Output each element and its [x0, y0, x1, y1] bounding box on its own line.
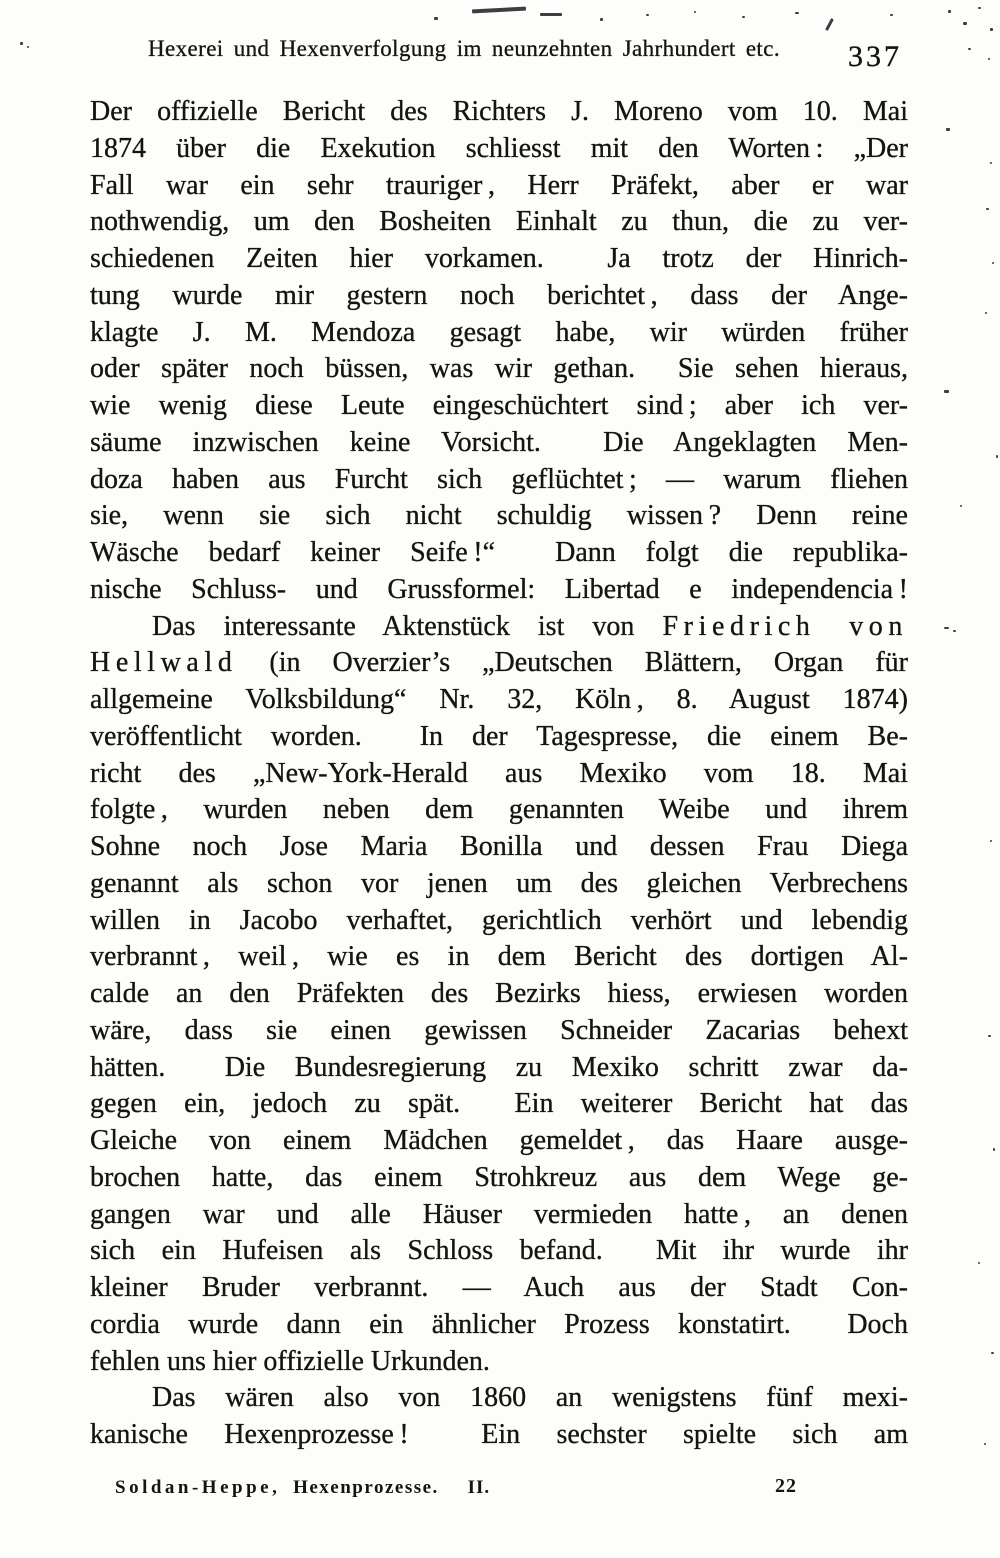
text-line [90, 425, 908, 462]
text-run: Das wären also von 1860 an wenigstens fünf mexi- [152, 1382, 908, 1414]
text-line [90, 498, 908, 535]
text-run: oder später noch büssen, was wir gethan. Sie sehen hieraus, [90, 353, 908, 385]
text-run: genannt als schon vor jenen um des gleichen Verbrechens [90, 867, 908, 899]
text-line [90, 1050, 908, 1087]
text-run: cordia wurde dann ein ähnlicher Prozess konstatirt. Doch [90, 1308, 908, 1340]
scan-noise [978, 1262, 980, 1264]
text-run: Der offizielle Bericht des Richters J. Moreno vom 10. Mai [90, 96, 908, 127]
running-header-title: Hexerei und Hexenverfolgung im neunzehnten Jahrhundert etc. [148, 36, 780, 61]
text-run: säume inzwischen keine Vorsicht. Die Angeklagten Men- [90, 426, 908, 458]
text-run: wie wenig diese Leute eingeschüchtert sind ; aber ich ver- [90, 390, 908, 421]
text-line [90, 168, 908, 205]
scan-noise [996, 455, 998, 458]
scan-noise [472, 7, 526, 14]
scan-noise [944, 390, 949, 393]
text-run: Gleiche von einem Mädchen gemeldet , das Haare ausge- [90, 1125, 908, 1156]
scan-noise [694, 11, 696, 13]
scan-noise [985, 312, 987, 314]
text-line [90, 829, 908, 866]
text-run: hätten. Die Bundesregierung zu Mexiko schritt zwar da- [90, 1051, 908, 1083]
text-run: veröffentlicht worden. In der Tagespresse, die einem Be- [90, 720, 908, 752]
text-run: (in Overzier’s „Deutschen Blättern, Organ für [237, 647, 908, 679]
text-line [90, 315, 908, 352]
text-line [90, 976, 908, 1013]
scan-noise [988, 1035, 991, 1037]
text-run: wäre, dass sie einen gewissen Schneider Zacarias behext [90, 1014, 908, 1046]
scan-noise [742, 16, 745, 18]
text-line [90, 1380, 908, 1417]
page-footer [115, 1477, 908, 1499]
text-line [90, 939, 908, 976]
text-run: tung wurde mir gestern noch berichtet , dass der Ange- [90, 279, 908, 311]
text-line [90, 1307, 908, 1344]
text-run: folgte , wurden neben dem genannten Weibe und ihrem [90, 794, 908, 826]
text-line [90, 903, 908, 940]
scan-noise [960, 505, 962, 507]
scan-noise [948, 10, 951, 13]
text-line [90, 535, 908, 572]
text-run: Sohne noch Jose Maria Bonilla und dessen Frau Diega [90, 831, 908, 862]
letterspaced-name: Friedrich von [662, 610, 909, 642]
text-run: fehlen uns hier offizielle Urkunden. [90, 1345, 490, 1377]
scan-noise [946, 128, 950, 131]
text-line [90, 1270, 908, 1307]
scan-noise [20, 42, 23, 45]
footer-sheet-number: 22 [775, 1475, 1000, 1558]
scan-noise [991, 1352, 994, 1354]
scan-noise [795, 12, 799, 14]
text-run: kanische Hexenprozesse ! Ein sechster spielte sich am [90, 1419, 908, 1450]
text-line [90, 609, 908, 646]
scan-noise [944, 627, 949, 629]
text-line [90, 792, 908, 829]
scan-noise [963, 22, 967, 25]
text-line [90, 351, 908, 388]
text-line [90, 131, 908, 168]
text-run: nische Schluss- und Grussformel: Libertad e independencia ! [90, 573, 908, 605]
text-line [90, 1197, 908, 1234]
scan-noise [953, 630, 956, 632]
scan-noise [978, 7, 981, 9]
text-line [90, 388, 908, 425]
scan-noise [988, 58, 990, 60]
text-run: nothwendig, um den Bosheiten Einhalt zu thun, die zu ver- [90, 206, 908, 238]
text-run: allgemeine Volksbildung“ Nr. 32, Köln , 8. August 1874) [90, 684, 908, 715]
scan-noise [646, 14, 649, 16]
text-line [90, 1233, 908, 1270]
text-line [90, 278, 908, 315]
text-run: Das interessante Aktenstück ist von [152, 610, 663, 642]
text-line [90, 1123, 908, 1160]
text-run: calde an den Präfekten des Bezirks hiess, erwiesen worden [90, 978, 908, 1009]
text-line [90, 1417, 908, 1454]
scan-noise [540, 13, 562, 16]
text-line [90, 1344, 908, 1381]
text-line [90, 1013, 908, 1050]
scan-noise [990, 840, 992, 842]
text-line [90, 204, 908, 241]
footer-work-title: Hexenprozesse. [293, 1477, 439, 1498]
scan-noise [992, 262, 994, 264]
text-line [90, 94, 908, 131]
scan-noise [890, 14, 893, 16]
text-run: verbrannt , weil , wie es in dem Bericht des dortigen Al- [90, 941, 908, 973]
scan-noise [990, 28, 993, 31]
scan-noise [990, 162, 992, 164]
text-line [90, 572, 908, 609]
text-run: 1874 über die Exekution schliesst mit den Worten : „Der [90, 132, 908, 164]
text-line [90, 1086, 908, 1123]
scan-noise [968, 48, 971, 50]
text-line [90, 645, 908, 682]
text-run: schiedenen Zeiten hier vorkamen. Ja trotz der Hinrich- [90, 243, 908, 274]
text-run: sich ein Hufeisen als Schloss befand. Mit ihr wurde ihr [90, 1235, 908, 1267]
text-line [90, 241, 908, 278]
text-run: Wäsche bedarf keiner Seife !“ Dann folgt die republika- [90, 537, 908, 568]
text-line [90, 462, 908, 499]
text-run: sie, wenn sie sich nicht schuldig wissen ? Denn reine [90, 500, 908, 532]
body-text-block [90, 94, 908, 1454]
text-run: brochen hatte, das einem Strohkreuz aus dem Wege ge- [90, 1161, 908, 1193]
page-number: 337 [848, 40, 902, 73]
scan-noise [825, 18, 834, 31]
text-run: richt des „New-York-Herald aus Mexiko vom 18. Mai [90, 757, 908, 789]
scan-noise [984, 1443, 986, 1445]
text-run: klagte J. M. Mendoza gesagt habe, wir würden früher [90, 316, 908, 348]
footer-volume-numeral: II. [467, 1477, 491, 1498]
footer-author-signature: Soldan-Heppe, [115, 1477, 281, 1498]
text-run: doza haben aus Furcht sich geflüchtet ; — warum fliehen [90, 463, 908, 495]
scan-noise [993, 1148, 995, 1151]
scan-noise [986, 208, 989, 210]
text-line [90, 719, 908, 756]
text-line [90, 866, 908, 903]
scan-noise [600, 18, 603, 21]
text-run: Fall war ein sehr trauriger , Herr Präfekt, aber er war [90, 169, 908, 201]
text-line [90, 756, 908, 793]
text-run: willen in Jacobo verhaftet, gerichtlich verhört und lebendig [90, 904, 908, 936]
text-run: gegen ein, jedoch zu spät. Ein weiterer Bericht hat das [90, 1088, 908, 1120]
text-line [90, 1160, 908, 1197]
scan-noise [27, 46, 29, 48]
scan-noise [434, 17, 438, 20]
text-run: gangen war und alle Häuser vermieden hatte , an denen [90, 1198, 908, 1230]
text-run: kleiner Bruder verbrannt. — Auch aus der Stadt Con- [90, 1272, 908, 1303]
text-line [90, 682, 908, 719]
letterspaced-name: Hellwald [90, 647, 238, 679]
